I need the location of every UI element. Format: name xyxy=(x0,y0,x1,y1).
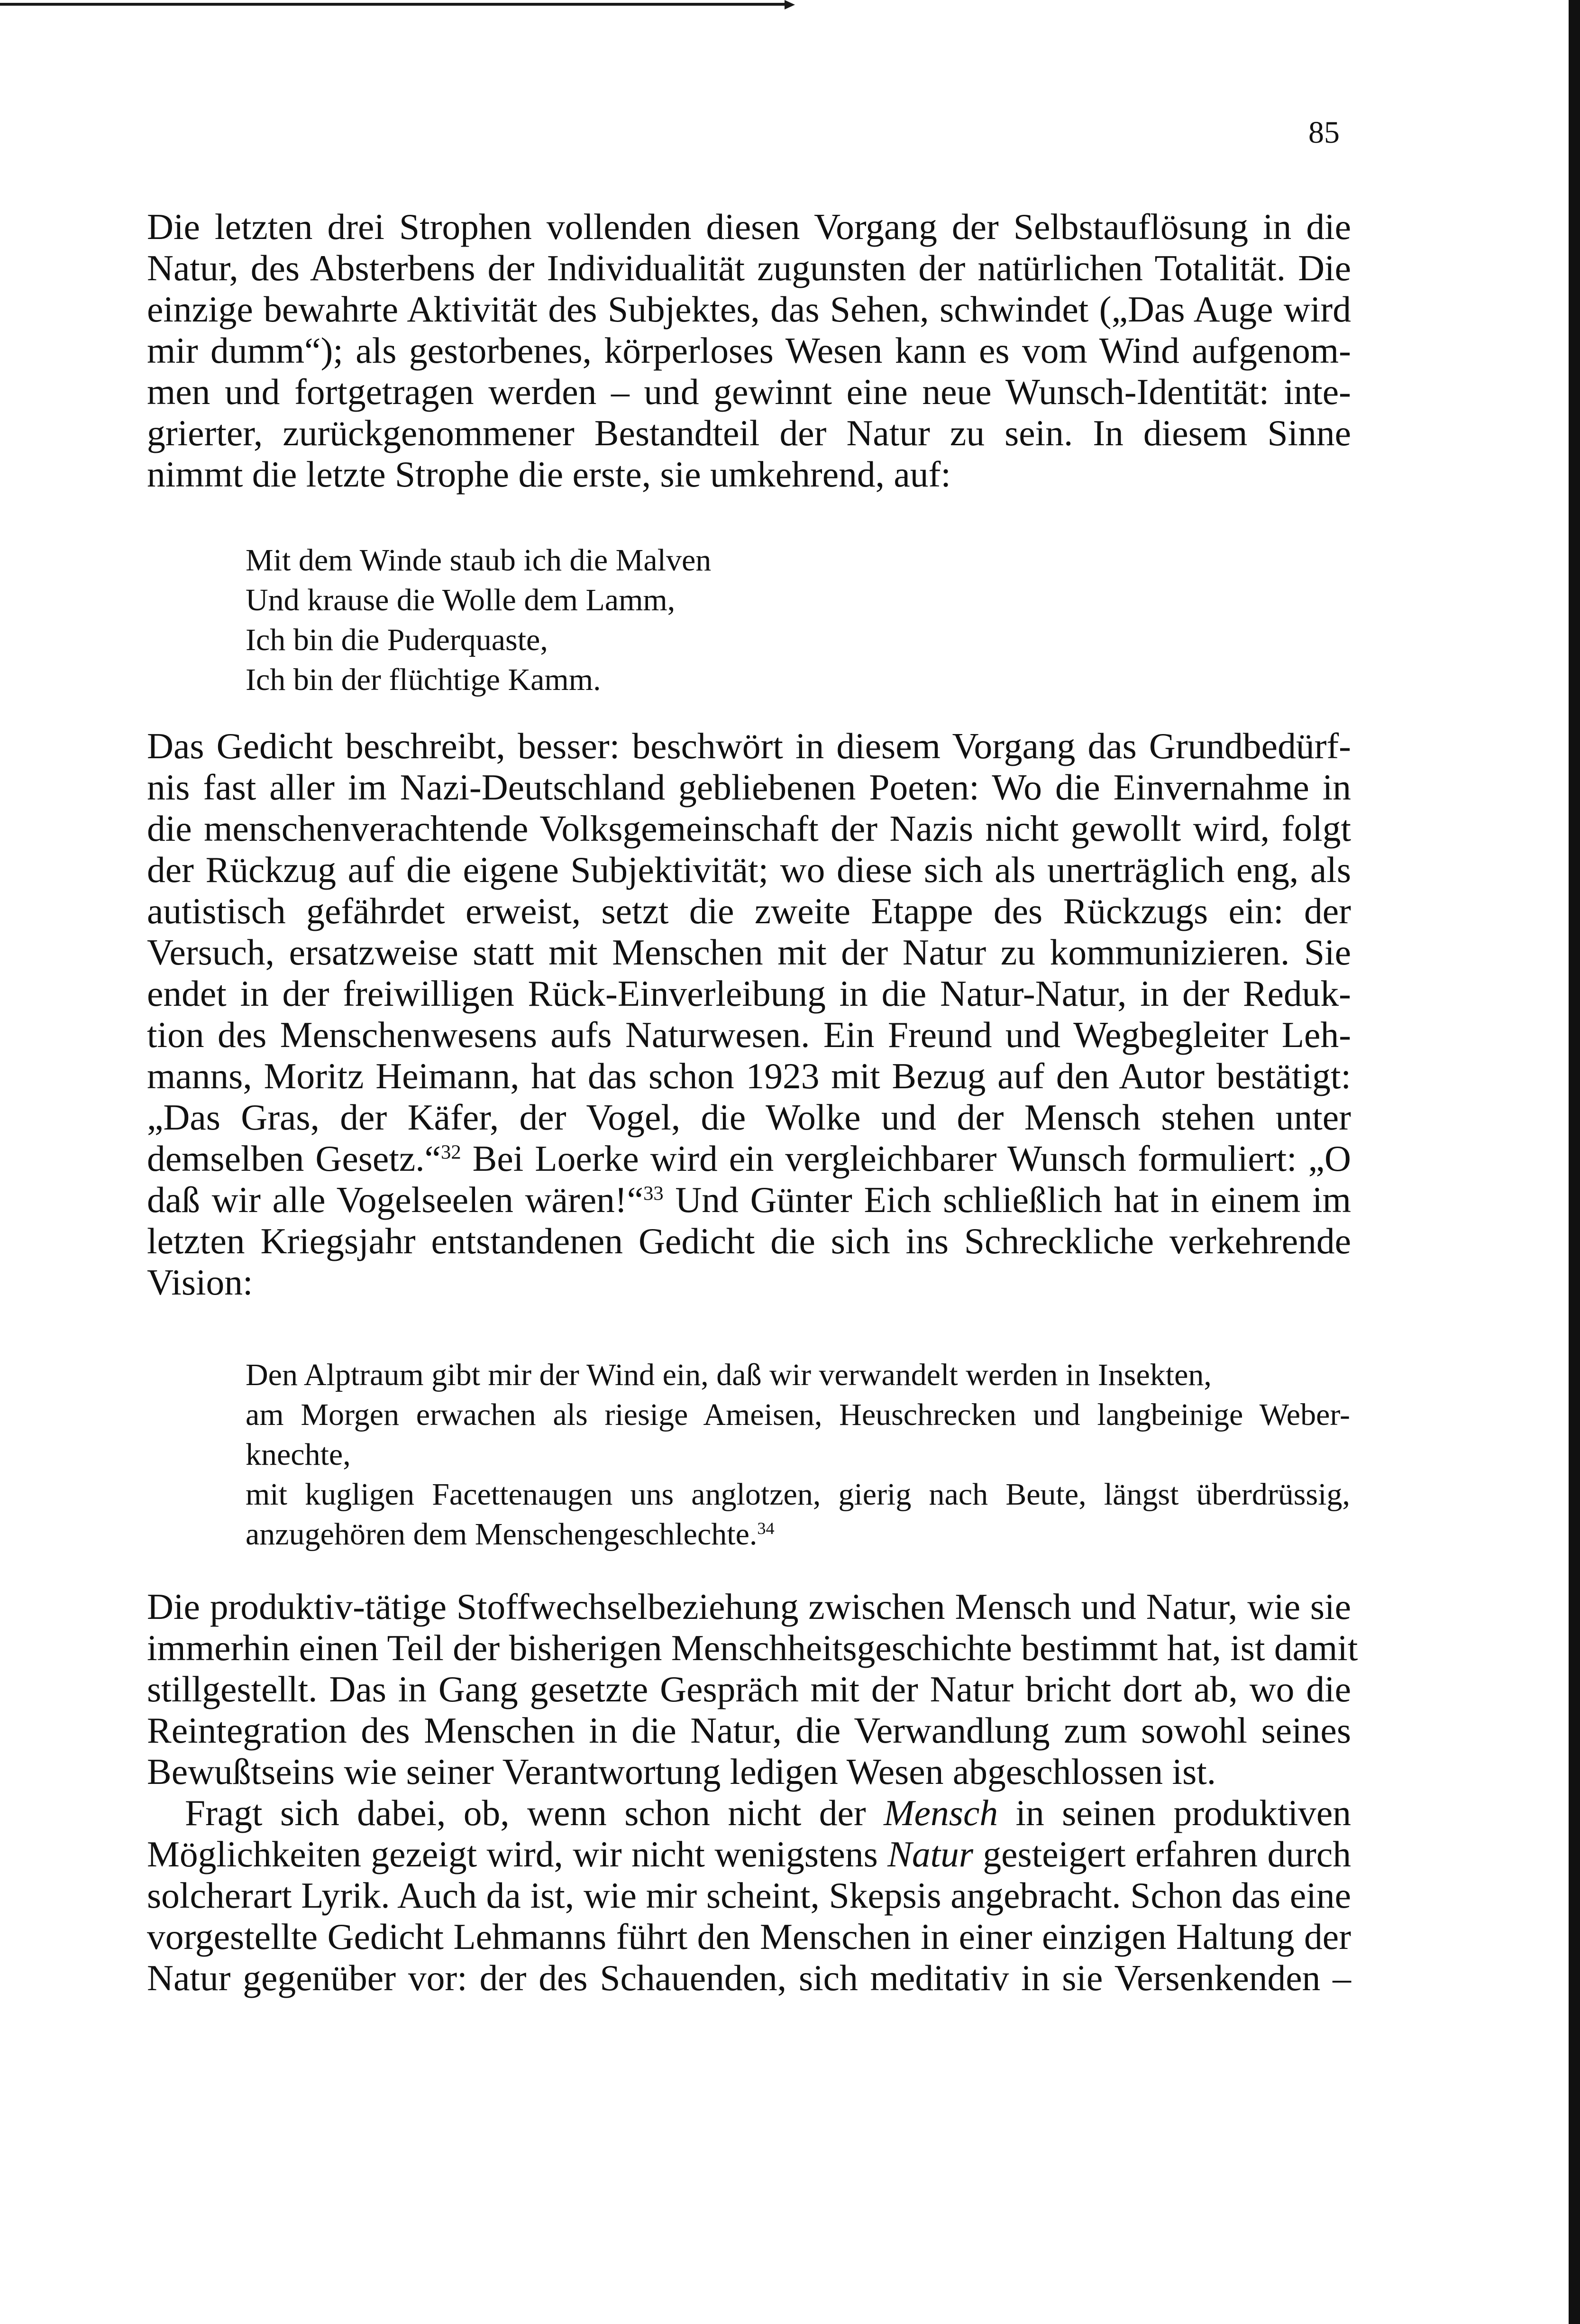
text-line: nimmt die letzte Strophe die erste, sie umkehrend, auf: xyxy=(147,454,951,495)
paragraph-2 xyxy=(147,726,1351,1303)
scan-edge-bar xyxy=(1569,0,1580,2324)
text-line: mir dumm“); als gestorbenes, körperloses Wesen kann es vom Wind aufgenom- xyxy=(147,330,1351,371)
footnote-ref-32: 32 xyxy=(441,1141,461,1164)
footnote-ref-33: 33 xyxy=(643,1182,664,1205)
text-line: immerhin einen Teil der bisherigen Menschheitsgeschichte bestimmt hat, ist damit xyxy=(147,1627,1358,1668)
text-line: Natur, des Absterbens der Individualität zugunsten der natürlichen Totalität. Die xyxy=(147,248,1351,288)
text-line: Die letzten drei Strophen vollenden diesen Vorgang der Selbstauflösung in die xyxy=(147,206,1351,247)
text-line: Das Gedicht beschreibt, besser: beschwört in diesem Vorgang das Grundbedürf- xyxy=(147,726,1351,766)
poem-quote-eich xyxy=(246,1355,1350,1554)
top-rule xyxy=(0,3,787,6)
line-text: Bei Loerke wird ein vergleichbarer Wunsch formuliert: „O xyxy=(461,1138,1352,1179)
text-line xyxy=(147,1834,1351,1875)
footnote-ref-34: 34 xyxy=(757,1519,775,1538)
text-line: Vision: xyxy=(147,1262,253,1303)
verse-line: Den Alptraum gibt mir der Wind ein, daß wir verwandelt werden in Insekten, xyxy=(246,1358,1212,1392)
text-line xyxy=(147,1138,1351,1179)
text-line: Natur gegenüber vor: der des Schauenden, sich meditativ in sie Versenkenden – xyxy=(147,1957,1351,1998)
line-text: Möglichkeiten gezeigt wird, wir nicht wenigstens xyxy=(147,1834,888,1874)
verse-line: Und krause die Wolle dem Lamm, xyxy=(246,583,676,617)
text-line: stillgestellt. Das in Gang gesetzte Gespräch mit der Natur bricht dort ab, wo die xyxy=(147,1669,1351,1709)
line-text: gesteigert erfahren durch xyxy=(973,1834,1351,1874)
emphasis: Natur xyxy=(887,1834,974,1874)
line-text: Und Günter Eich schließlich hat in einem im xyxy=(663,1179,1351,1220)
paragraph-1 xyxy=(147,206,1351,495)
verse-line: knechte, xyxy=(246,1437,351,1472)
verse-line: am Morgen erwachen als riesige Ameisen, Heuschrecken und langbeinige Weber- xyxy=(246,1397,1350,1432)
text-line xyxy=(147,1792,1351,1834)
poem-quote xyxy=(246,541,1350,700)
text-line: Die produktiv-tätige Stoffwechselbeziehung zwischen Mensch und Natur, wie sie xyxy=(147,1586,1351,1627)
text-line: einzige bewahrte Aktivität des Subjektes, das Sehen, schwindet („Das Auge wird xyxy=(147,289,1351,330)
paragraph-4 xyxy=(147,1792,1351,1999)
line-text: demselben Gesetz.“ xyxy=(147,1138,441,1179)
text-line: endet in der freiwilligen Rück-Einverleibung in die Natur-Natur, in der Reduk- xyxy=(147,973,1351,1014)
text-line: solcherart Lyrik. Auch da ist, wie mir scheint, Skepsis angebracht. Schon das eine xyxy=(147,1875,1351,1916)
text-line: nis fast aller im Nazi-Deutschland gebliebenen Poeten: Wo die Einvernahme in xyxy=(147,767,1351,808)
text-line: tion des Menschenwesens aufs Naturwesen. Ein Freund und Wegbegleiter Leh- xyxy=(147,1014,1351,1055)
text-line: letzten Kriegsjahr entstandenen Gedicht die sich ins Schreckliche verkehrende xyxy=(147,1221,1351,1261)
top-rule-arrow xyxy=(785,0,795,9)
paragraph-3 xyxy=(147,1586,1358,1792)
verse-line: Ich bin die Puderquaste, xyxy=(246,623,548,657)
emphasis: Mensch xyxy=(884,1792,998,1833)
verse-line: Mit dem Winde staub ich die Malven xyxy=(246,543,712,578)
line-text: in seinen produktiven xyxy=(998,1792,1351,1833)
text-line: „Das Gras, der Käfer, der Vogel, die Wolke und der Mensch stehen unter xyxy=(147,1097,1351,1138)
text-line: Versuch, ersatzweise statt mit Menschen mit der Natur zu kommunizieren. Sie xyxy=(147,932,1351,973)
page-number: 85 xyxy=(1308,115,1340,150)
line-text: daß wir alle Vogelseelen wären!“ xyxy=(147,1179,644,1220)
text-line: manns, Moritz Heimann, hat das schon 1923 mit Bezug auf den Autor bestätigt: xyxy=(147,1056,1351,1096)
text-line: Reintegration des Menschen in die Natur, die Verwandlung zum sowohl seines xyxy=(147,1710,1351,1751)
text-line: men und fortgetragen werden – und gewinnt eine neue Wunsch-Identität: inte- xyxy=(147,371,1351,412)
line-text: Fragt sich dabei, ob, wenn schon nicht der xyxy=(185,1792,884,1833)
text-line: der Rückzug auf die eigene Subjektivität; wo diese sich als unerträglich eng, als xyxy=(147,849,1351,890)
text-line: vorgestellte Gedicht Lehmanns führt den Menschen in einer einzigen Haltung der xyxy=(147,1916,1351,1957)
verse-line: Ich bin der flüchtige Kamm. xyxy=(246,662,601,697)
verse-line: mit kugligen Facettenaugen uns anglotzen, gierig nach Beute, längst überdrüssig, xyxy=(246,1477,1350,1512)
text-line: Bewußtseins wie seiner Verantwortung ledigen Wesen abgeschlossen ist. xyxy=(147,1751,1216,1792)
text-line: grierter, zurückgenommener Bestandteil der Natur zu sein. In diesem Sinne xyxy=(147,413,1351,453)
text-line: die menschenverachtende Volksgemeinschaft der Nazis nicht gewollt wird, folgt xyxy=(147,808,1351,849)
line-text: anzugehören dem Menschengeschlechte. xyxy=(246,1517,758,1552)
text-line xyxy=(147,1179,1351,1221)
verse-line xyxy=(246,1515,1350,1554)
text-line: autistisch gefährdet erweist, setzt die zweite Etappe des Rückzugs ein: der xyxy=(147,891,1351,931)
